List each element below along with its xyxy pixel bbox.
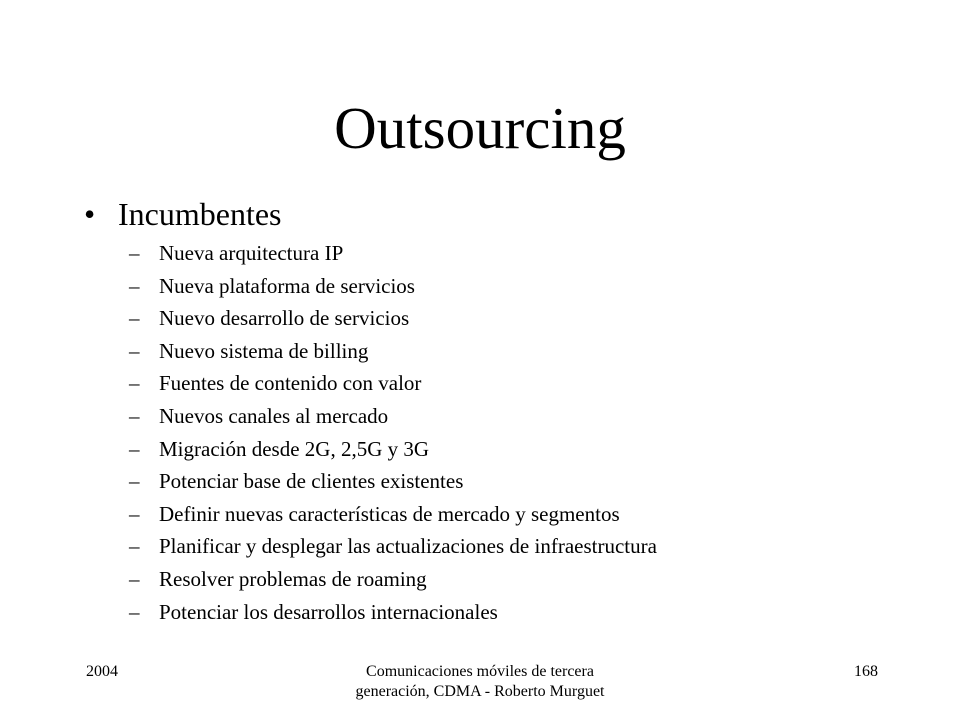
bullet-incumbentes xyxy=(84,193,282,235)
sub-bullet-item xyxy=(129,335,657,368)
sub-bullet-item xyxy=(129,465,657,498)
dash-marker: – xyxy=(129,501,140,526)
dash-marker: – xyxy=(129,273,140,298)
dash-marker: – xyxy=(129,371,140,396)
sub-bullet-text: Planificar y desplegar las actualizaciones de infraestructura xyxy=(159,534,657,559)
slide-title: Outsourcing xyxy=(334,95,626,161)
sub-bullet-item xyxy=(129,563,657,596)
bullet-marker: • xyxy=(84,196,96,232)
dash-marker: – xyxy=(129,599,140,624)
sub-bullet-text: Nuevos canales al mercado xyxy=(159,403,389,428)
dash-marker: – xyxy=(129,534,140,559)
dash-marker: – xyxy=(129,306,140,331)
sub-bullet-item xyxy=(129,302,657,335)
sub-bullet-item xyxy=(129,400,657,433)
dash-marker: – xyxy=(129,566,140,591)
dash-marker: – xyxy=(129,469,140,494)
sub-bullet-text: Potenciar los desarrollos internacionales xyxy=(159,599,498,624)
sub-bullet-item xyxy=(129,596,657,629)
sub-bullet-item xyxy=(129,367,657,400)
sub-bullet-text: Nueva arquitectura IP xyxy=(159,241,344,265)
sub-bullet-text: Potenciar base de clientes existentes xyxy=(159,469,464,494)
dash-marker: – xyxy=(129,241,140,265)
sub-bullet-text: Migración desde 2G, 2,5G y 3G xyxy=(159,436,430,461)
sub-bullet-item xyxy=(129,237,657,270)
sub-bullet-text: Nueva plataforma de servicios xyxy=(159,273,415,298)
bullet-label: Incumbentes xyxy=(118,196,282,232)
sub-bullet-list xyxy=(129,237,657,628)
sub-bullet-text: Nuevo desarrollo de servicios xyxy=(159,306,410,331)
sub-bullet-item xyxy=(129,498,657,531)
footer-year: 2004 xyxy=(86,663,118,680)
dash-marker: – xyxy=(129,403,140,428)
sub-bullet-item xyxy=(129,530,657,563)
footer-page-number: 168 xyxy=(854,663,878,680)
sub-bullet-text: Definir nuevas características de mercado y segmentos xyxy=(159,501,620,526)
sub-bullet-item xyxy=(129,270,657,303)
dash-marker: – xyxy=(129,338,140,363)
dash-marker: – xyxy=(129,436,140,461)
footer-course-title: Comunicaciones móviles de tercera generación, CDMA - Roberto Murguet xyxy=(355,663,605,700)
sub-bullet-text: Resolver problemas de roaming xyxy=(159,566,427,591)
sub-bullet-text: Fuentes de contenido con valor xyxy=(159,371,422,396)
sub-bullet-item xyxy=(129,433,657,466)
sub-bullet-text: Nuevo sistema de billing xyxy=(159,338,369,363)
